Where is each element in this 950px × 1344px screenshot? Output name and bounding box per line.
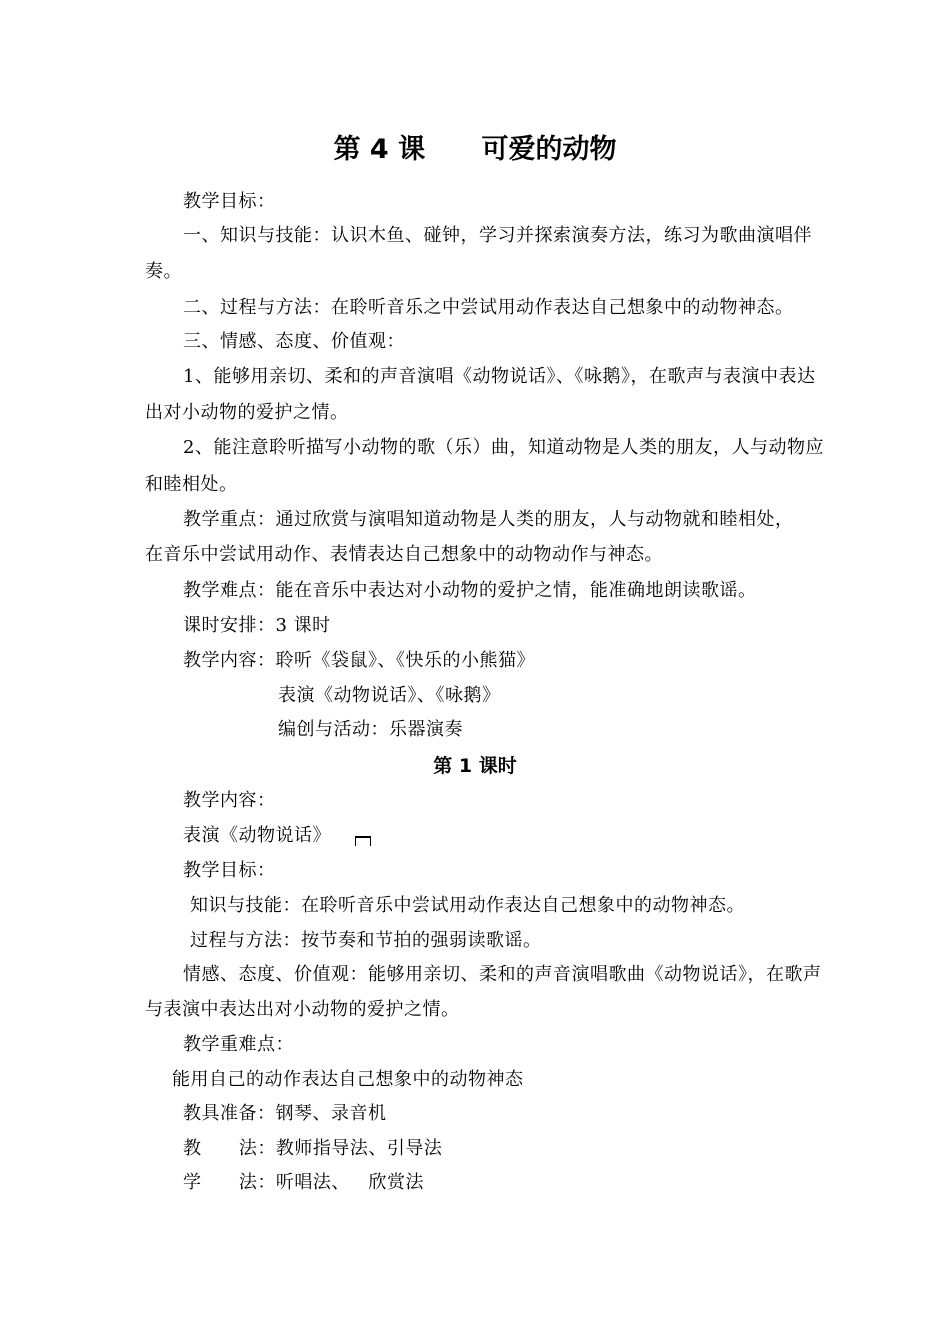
text-line: 能用自己的动作表达自己想象中的动物神态 [172,1069,524,1090]
edit-mark-icon [355,836,371,846]
text-line: 知识与技能：在聆听音乐中尝试用动作表达自己想象中的动物神态。 [190,895,745,916]
text-line: 二、过程与方法：在聆听音乐之中尝试用动作表达自己想象中的动物神态。 [183,297,794,318]
text-line: 教学重难点： [183,1034,294,1055]
text-line: 教具准备：钢琴、录音机 [183,1103,387,1124]
text-line: 情感、态度、价值观：能够用亲切、柔和的声音演唱歌曲《动物说话》，在歌声 [183,964,822,985]
text-line: 奏。 [145,261,182,282]
section-title: 第 1 课时 [433,755,517,777]
text-line: 出对小动物的爱护之情。 [145,402,349,423]
text-line: 课时安排：3 课时 [183,615,331,636]
text-line: 表演《动物说话》、《咏鹅》 [278,685,501,706]
text-line: 1、能够用亲切、柔和的声音演唱《动物说话》、《咏鹅》，在歌声与表演中表达 [183,366,816,387]
text-line: 表演《动物说话》 [183,825,331,846]
text-line: 一、知识与技能：认识木鱼、碰钟，学习并探索演奏方法，练习为歌曲演唱伴 [183,225,812,246]
text-line: 和睦相处。 [145,474,238,495]
text-line: 教学内容： [183,790,276,811]
text-line: 教学难点：能在音乐中表达对小动物的爱护之情，能准确地朗读歌谣。 [183,580,757,601]
text-line: 过程与方法：按节奏和节拍的强弱读歌谣。 [190,930,542,951]
lesson-title: 第 4 课 可爱的动物 [333,134,617,165]
text-line: 2、能注意聆听描写小动物的歌（乐）曲，知道动物是人类的朋友，人与动物应 [183,437,824,458]
text-line: 学 法：听唱法、 欣赏法 [183,1172,424,1193]
text-line: 教学内容：聆听《袋鼠》、《快乐的小熊猫》 [183,650,535,671]
text-line: 与表演中表达出对小动物的爱护之情。 [145,999,460,1020]
text-line: 编创与活动：乐器演奏 [278,719,463,740]
text-line: 教学目标： [183,860,276,881]
text-line: 在音乐中尝试用动作、表情表达自己想象中的动物动作与神态。 [145,544,663,565]
text-line: 教学目标： [183,191,276,212]
text-line: 三、情感、态度、价值观： [183,331,405,352]
text-line: 教 法：教师指导法、引导法 [183,1138,443,1159]
text-line: 教学重点：通过欣赏与演唱知道动物是人类的朋友，人与动物就和睦相处， [183,509,794,530]
